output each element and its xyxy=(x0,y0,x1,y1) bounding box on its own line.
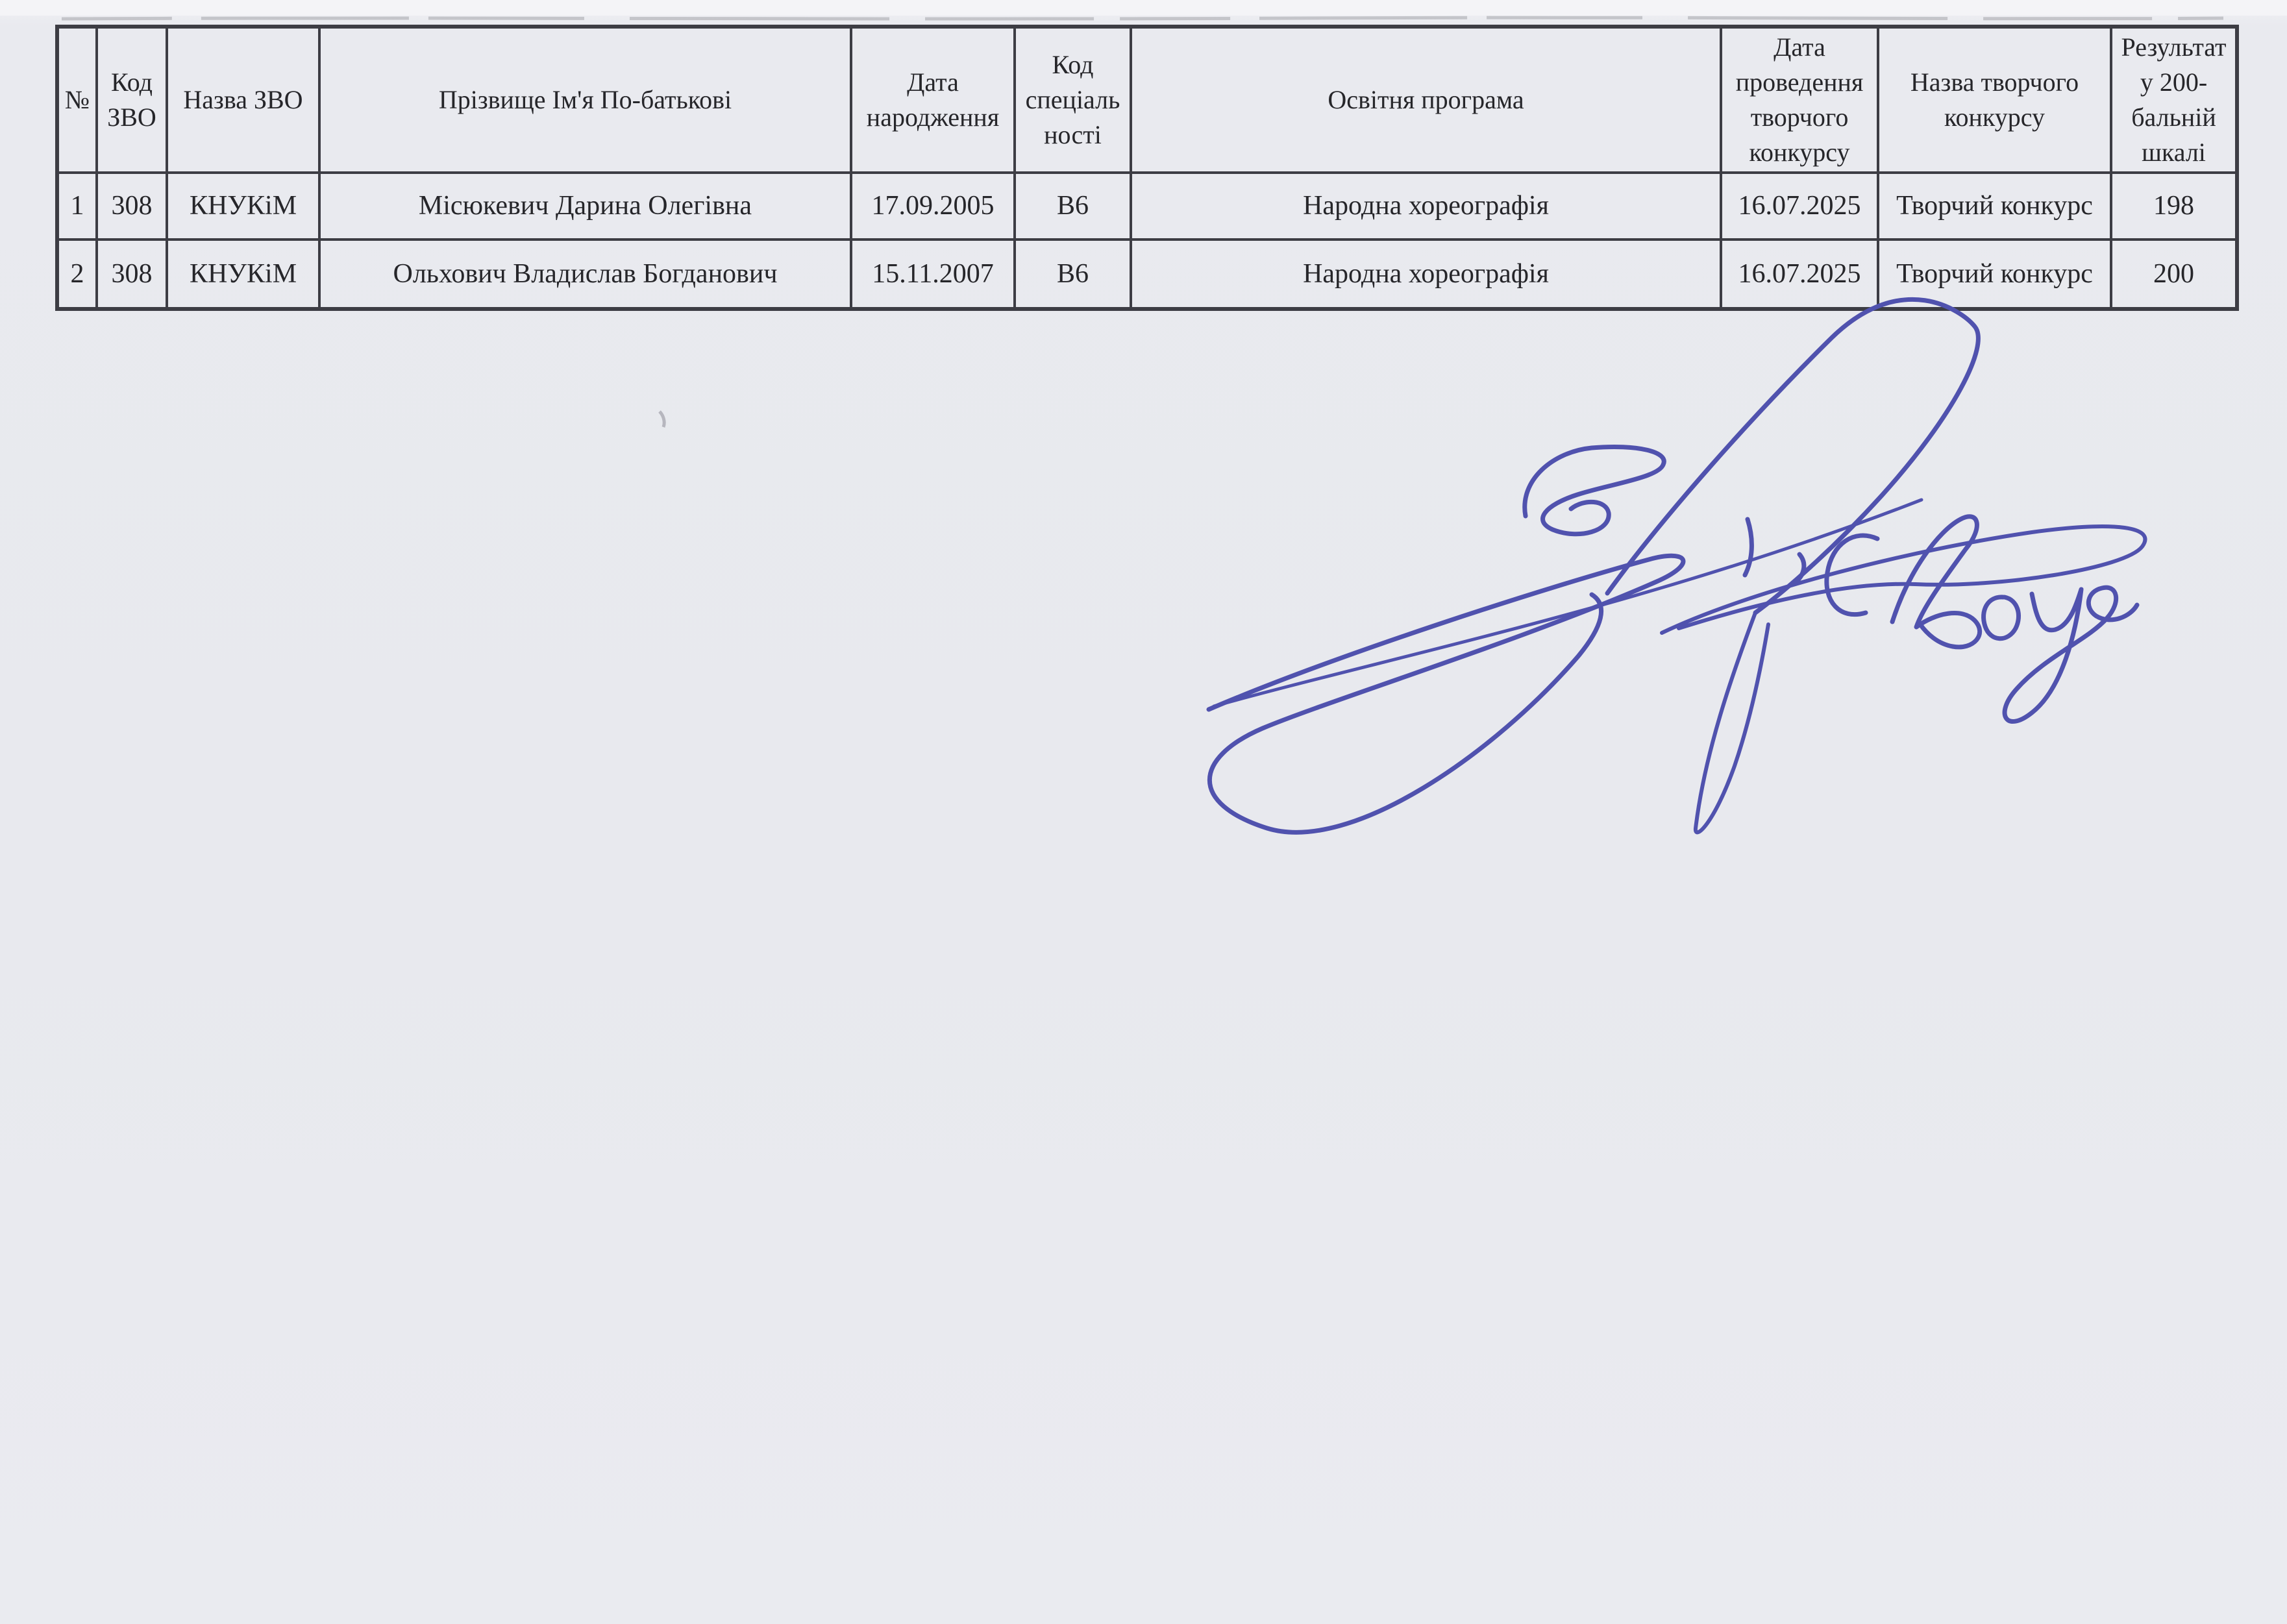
signature-stroke xyxy=(1793,554,1804,584)
ink-fleck xyxy=(660,412,664,427)
signature-stroke xyxy=(1214,500,1922,706)
col-header-program: Освітня програма xyxy=(1131,27,1721,173)
signature-stroke xyxy=(1827,535,1877,615)
results-table xyxy=(55,25,2239,311)
signature-stroke xyxy=(1745,519,1751,575)
cell-num: 1 xyxy=(57,173,97,240)
table-row xyxy=(57,173,2237,240)
signature-stroke xyxy=(1209,556,1683,832)
cell-spec-code: В6 xyxy=(1015,240,1131,309)
signature-stroke xyxy=(1696,613,1768,832)
cell-score: 198 xyxy=(2111,173,2237,240)
col-header-contest-name: Назва творчого конкурсу xyxy=(1878,27,2111,173)
cell-program: Народна хореографія xyxy=(1131,173,1721,240)
cell-zvo-code: 308 xyxy=(97,240,167,309)
col-header-birth-date: Дата народження xyxy=(851,27,1015,173)
cell-zvo-name: КНУКіМ xyxy=(167,240,319,309)
col-header-spec-code: Код спеціаль ності xyxy=(1015,27,1131,173)
signature-stroke xyxy=(2005,587,2137,721)
col-header-score: Результат у 200- бальній шкалі xyxy=(2111,27,2237,173)
signature xyxy=(1209,299,2145,832)
cell-program: Народна хореографія xyxy=(1131,240,1721,309)
cell-zvo-name: КНУКіМ xyxy=(167,173,319,240)
table-row xyxy=(57,240,2237,309)
cell-contest-name: Творчий конкурс xyxy=(1878,173,2111,240)
col-header-zvo-name: Назва ЗВО xyxy=(167,27,319,173)
cell-full-name: Місюкевич Дарина Олегівна xyxy=(319,173,851,240)
col-header-num: № xyxy=(57,27,97,173)
col-header-zvo-code: Код ЗВО xyxy=(97,27,167,173)
cell-birth-date: 15.11.2007 xyxy=(851,240,1015,309)
cell-birth-date: 17.09.2005 xyxy=(851,173,1015,240)
signature-stroke xyxy=(1525,447,1664,534)
scan-smudge-line xyxy=(62,18,2223,19)
scan-edge-artifact xyxy=(0,0,2287,16)
col-header-full-name: Прізвище Ім'я По-батькові xyxy=(319,27,851,173)
cell-zvo-code: 308 xyxy=(97,173,167,240)
header-row xyxy=(57,27,2237,173)
cell-contest-date: 16.07.2025 xyxy=(1721,240,1878,309)
cell-contest-date: 16.07.2025 xyxy=(1721,173,1878,240)
signature-stroke xyxy=(1984,597,2019,639)
signature-stroke xyxy=(1662,526,2145,633)
signature-stroke xyxy=(1892,517,1980,647)
cell-score: 200 xyxy=(2111,240,2237,309)
signature-stroke xyxy=(1607,299,1978,613)
cell-contest-name: Творчий конкурс xyxy=(1878,240,2111,309)
cell-full-name: Ольхович Владислав Богданович xyxy=(319,240,851,309)
table-header xyxy=(57,27,2237,173)
cell-spec-code: В6 xyxy=(1015,173,1131,240)
col-header-contest-date: Дата проведення творчого конкурсу xyxy=(1721,27,1878,173)
cell-num: 2 xyxy=(57,240,97,309)
